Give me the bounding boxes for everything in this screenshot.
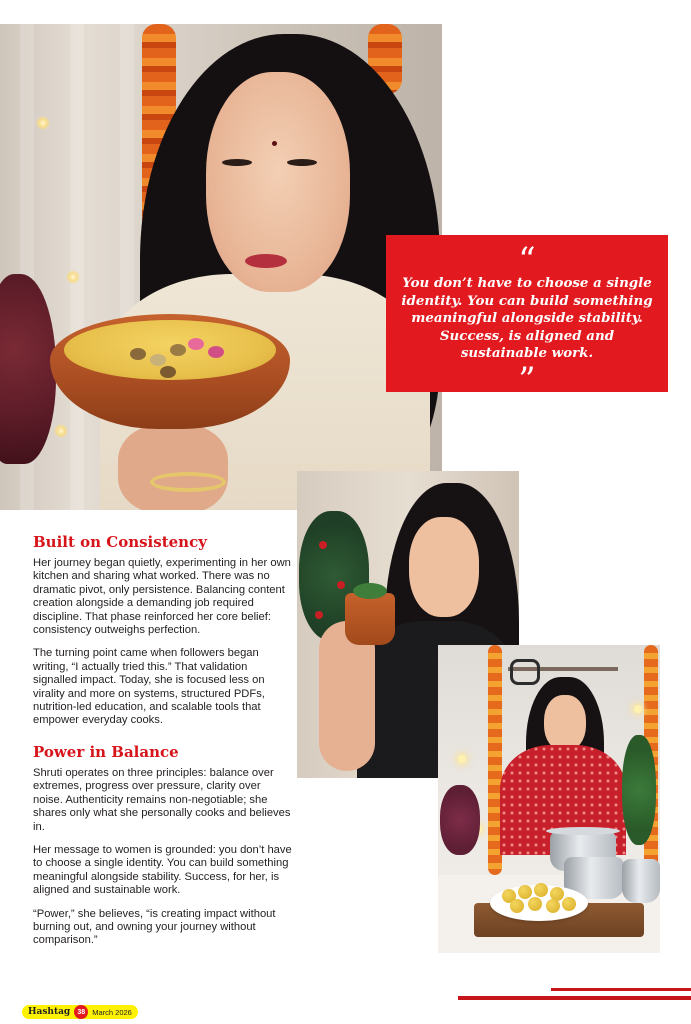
- section-heading-balance: Power in Balance: [33, 742, 179, 761]
- kitchen-photo: [438, 645, 660, 953]
- brand-logo: Hashtag: [28, 1007, 71, 1017]
- page-folio: [22, 1004, 138, 1020]
- main-portrait-photo: [0, 24, 442, 510]
- paragraph: Her message to women is grounded: you don’t have to choose a single identity. You can build something meaningful alongside stability. Success, for her, is aligned and sustainable work.: [33, 843, 292, 897]
- paragraph: The turning point came when followers began writing, “I actually tried this.” That validation signalled impact. Today, she is focused less on virality and more on systems, structured PDFs, nutrition-led education, and scalable tools that empower everyday cooks.: [33, 647, 265, 727]
- article-body: [33, 532, 293, 958]
- paragraph: “Power,” she believes, “is creating impact without burning out, and owning your journey without comparison.”: [33, 907, 276, 947]
- open-quote-icon: “: [518, 240, 536, 280]
- pull-quote-box: [386, 235, 668, 400]
- footer-rule: [458, 988, 691, 1002]
- section-heading-consistency: Built on Consistency: [33, 533, 207, 551]
- paragraph: Her journey began quietly, experimenting in her own kitchen and sharing what worked. There was no dramatic pivot, only persistence. Balancing content creation alongside a demanding job required discipline. That phase reinforced her core belief: consistency outweighs perfection.: [33, 557, 291, 637]
- page-number: 38: [74, 1005, 88, 1019]
- close-quote-icon: ”: [518, 359, 536, 400]
- pull-quote-text: You don’t have to choose a single identity. You can build something meaningful alongside stability. Success, is aligned and sustainable work.: [401, 275, 653, 361]
- issue-date: March 2026: [92, 1007, 132, 1017]
- paragraph: Shruti operates on three principles: balance over extremes, progress over pressure, clarity over noise. Authenticity remains non-negotiable; she shares only what she personally cooks and believes in.: [33, 766, 291, 833]
